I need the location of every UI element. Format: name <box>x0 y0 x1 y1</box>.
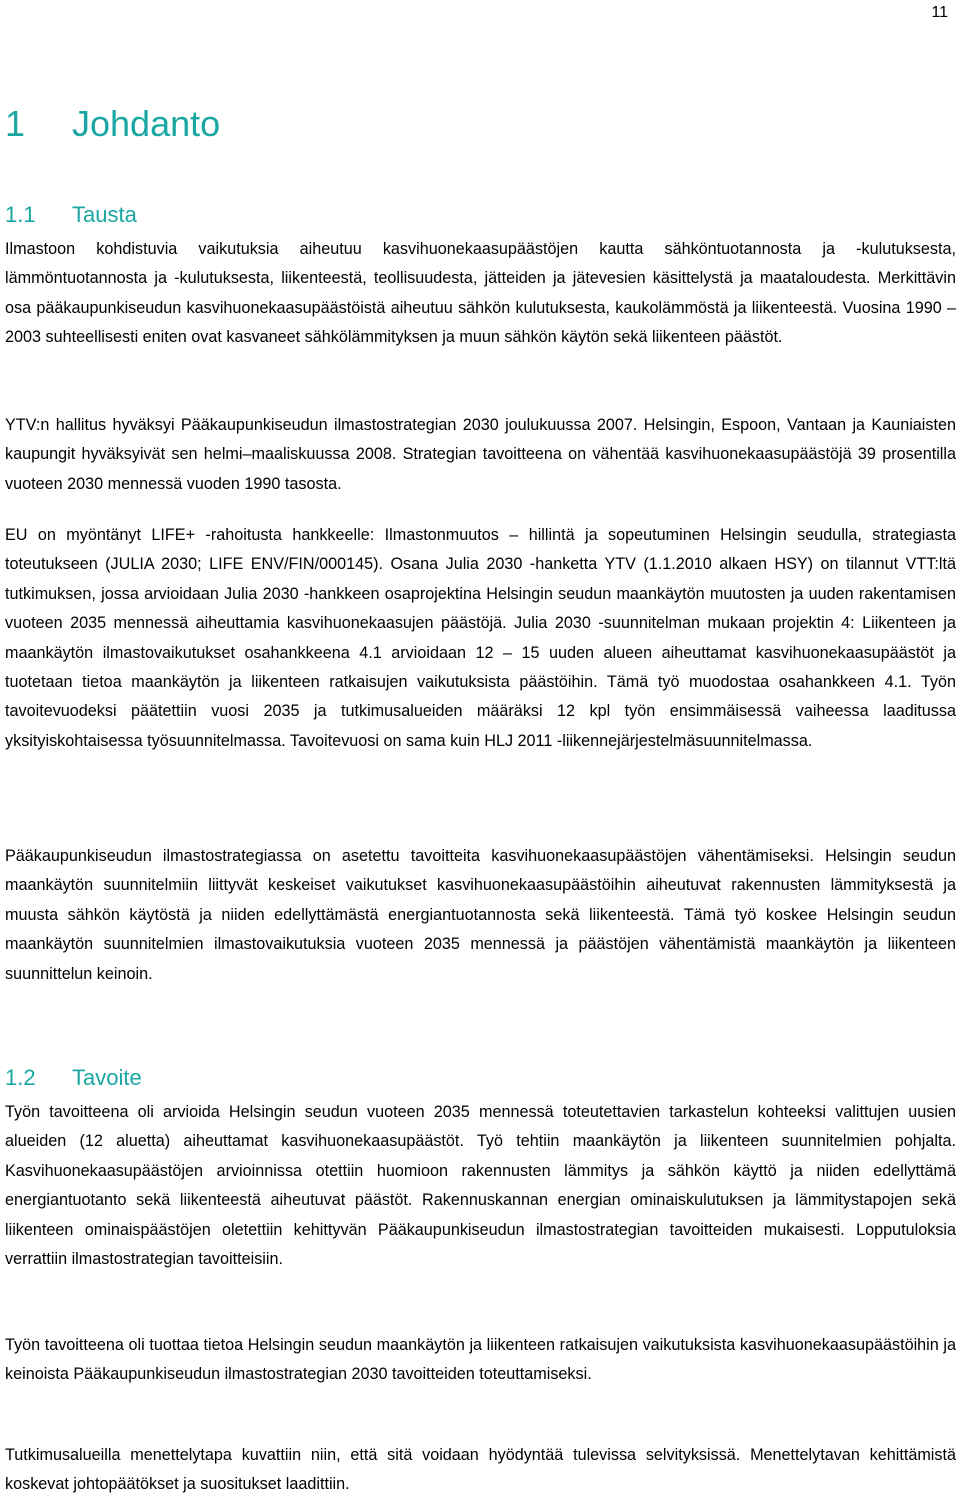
paragraph: Työn tavoitteena oli arvioida Helsingin seudun vuoteen 2035 mennessä toteutettavien tarkastelun kohteeksi valittujen uusien alueiden (12 aluetta) aiheuttamat kasvihuonekaasupäästöt. Työ tehtiin maankäytön ja liikenteen suunnitelmien pohjalta. Kasvihuonekaasupäästöjen arvioinnissa otettiin huomioon rakennusten lämmitys ja sähkön käyttö ja niiden edellyttämä energiantuotanto sekä liikenteestä aiheutuvat päästöt. Rakennuskannan energian ominaiskulutuksen ja lämmitystapojen sekä liikenteen ominaispäästöjen oletettiin kehittyvän Pääkaupunkiseudun ilmastostrategian tavoitteiden mukaisesti. Lopputuloksia verrattiin ilmastostrategian tavoitteisiin. <box>5 1103 956 1269</box>
paragraph: Tutkimusalueilla menettelytapa kuvattiin niin, että sitä voidaan hyödyntää tulevissa selvityksissä. Menettelytavan kehittämistä koskevat johtopäätökset ja suositukset laadittiin. <box>5 1446 956 1494</box>
chapter-heading <box>5 100 220 148</box>
page-number: 11 <box>931 4 948 21</box>
paragraph: EU on myöntänyt LIFE+ -rahoitusta hankkeelle: Ilmastonmuutos – hillintä ja sopeutuminen Helsingin seudulla, strategiasta toteutukseen (JULIA 2030; LIFE ENV/FIN/000145). Osana Julia 2030 -hanketta YTV (1.1.2010 alkaen HSY) on tilannut VTT:ltä tutkimuksen, jossa arvioidaan Julia 2030 -hankkeen osaprojektina Helsingin seudun maankäytön muutosten ja uuden rakentamisen vuoteen 2035 mennessä aiheuttamia kasvihuonekaasujen päästöjä. Julia 2030 -suunnitelman mukaan projektin 4: Liikenteen ja maankäytön ilmastovaikutukset osahankkeena 4.1 arvioidaan 12 – 15 uuden alueen aiheuttamat kasvihuonekaasupäästöt ja tuotetaan tietoa maankäytön ja liikenteen ratkaisujen vaikutuksista päästöihin. Tämä työ muodostaa osahankkeen 4.1. Työn tavoitevuodeksi päätettiin vuosi 2035 ja tutkimusalueiden määräksi 12 kpl työn ensimmäisessä vaiheessa laaditussa yksityiskohtaisessa työsuunnitelmassa. Tavoitevuosi on sama kuin HLJ 2011 -liikennejärjestelmäsuunnitelmassa. <box>5 526 956 750</box>
section-title: Tavoite <box>72 1065 142 1090</box>
paragraph: YTV:n hallitus hyväksyi Pääkaupunkiseudun ilmastostrategian 2030 joulukuussa 2007. Helsingin, Espoon, Vantaan ja Kauniaisten kaupungit hyväksyivät sen helmi–maaliskuussa 2008. Strategian tavoitteena on vähentää kasvihuonekaasupäästöjä 39 prosentilla vuoteen 2030 mennessä vuoden 1990 tasosta. <box>5 416 956 493</box>
paragraph: Työn tavoitteena oli tuottaa tietoa Helsingin seudun maankäytön ja liikenteen ratkaisujen vaikutuksista kasvihuonekaasupäästöihin ja keinoista Pääkaupunkiseudun ilmastostrategian 2030 tavoitteiden toteuttamiseksi. <box>5 1336 956 1384</box>
paragraph: Pääkaupunkiseudun ilmastostrategiassa on asetettu tavoitteita kasvihuonekaasupäästöjen vähentämiseksi. Helsingin seudun maankäytön suunnitelmiin liittyvät keskeiset vaikutukset kasvihuonekaasupäästöihin aiheutuvat rakennusten lämmityksestä ja muusta sähkön käytöstä ja niiden edellyttämästä energiantuotannosta sekä liikenteestä. Tämä työ koskee Helsingin seudun maankäytön suunnitelmien ilmastovaikutuksia vuoteen 2035 mennessä ja päästöjen vähentämistä maankäytön ja liikenteen suunnittelun keinoin. <box>5 847 956 983</box>
section-heading-tavoite <box>5 1063 142 1093</box>
paragraph: Ilmastoon kohdistuvia vaikutuksia aiheutuu kasvihuonekaasupäästöjen kautta sähköntuotannosta ja -kulutuksesta, lämmöntuotannosta ja -kulutuksesta, liikenteestä, teollisuudesta, jätteiden ja jätevesien käsittelystä ja maataloudesta. Merkittävin osa pääkaupunkiseudun kasvihuonekaasupäästöistä aiheutuu sähkön kulutuksesta, kaukolämmöstä ja liikenteestä. Vuosina 1990 – 2003 suhteellisesti eniten ovat kasvaneet sähkölämmityksen ja muun sähkön käytön sekä liikenteen päästöt. <box>5 240 956 347</box>
chapter-number: 1 <box>5 103 26 144</box>
section-number: 1.2 <box>5 1065 36 1090</box>
section-heading-tausta <box>5 200 137 230</box>
section-title: Tausta <box>72 202 137 227</box>
section-number: 1.1 <box>5 202 36 227</box>
chapter-title: Johdanto <box>72 103 221 144</box>
